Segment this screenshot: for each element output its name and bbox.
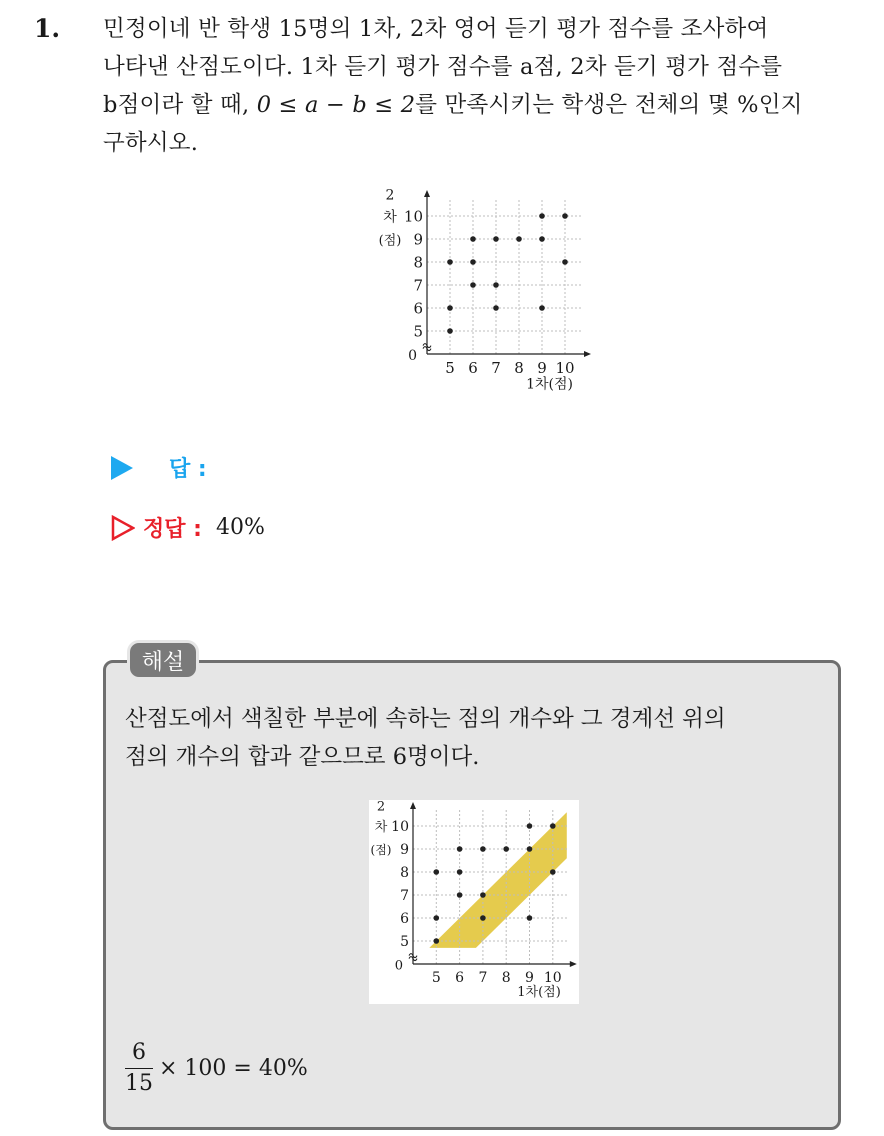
- y-axis-label-line: 차: [374, 819, 388, 835]
- data-point: [550, 869, 556, 875]
- question-text: [103, 10, 863, 162]
- question-line-3-pre: b점이라 할 때,: [103, 92, 257, 118]
- data-point: [470, 259, 476, 265]
- solution-line-2: 점의 개수의 합과 같으므로 6명이다.: [125, 744, 480, 770]
- question-line-3-post: 를 만족시키는 학생은 전체의 몇 %인지: [415, 92, 803, 118]
- correct-answer-value: 40%: [215, 515, 265, 540]
- data-point: [447, 259, 453, 265]
- y-axis-label-line: 차: [383, 209, 397, 226]
- x-tick-label: 6: [468, 359, 478, 377]
- y-tick-label: 6: [413, 299, 423, 318]
- x-axis-label: 1차(점): [517, 985, 561, 1001]
- x-tick-label: 7: [491, 359, 501, 377]
- x-tick-label: 7: [478, 970, 488, 986]
- solution-line-1: 산점도에서 색칠한 부분에 속하는 점의 개수와 그 경계선 위의: [125, 706, 726, 732]
- answer-prompt-label: 답 :: [169, 457, 207, 482]
- equation-rest: × 100 = 40%: [159, 1056, 308, 1081]
- x-tick-label: 9: [525, 970, 534, 986]
- y-tick-label: 7: [413, 276, 423, 295]
- fraction: [125, 1038, 153, 1099]
- x-tick-label: 5: [445, 359, 455, 377]
- question-scatter-plot: [358, 188, 598, 403]
- data-point: [550, 823, 556, 829]
- y-axis-arrow: [410, 802, 416, 809]
- data-point: [434, 915, 440, 921]
- fraction-numerator: 6: [125, 1038, 153, 1069]
- x-tick-label: 5: [431, 970, 441, 986]
- solution-tag: 해설: [127, 640, 199, 680]
- correct-answer-row: [111, 512, 265, 543]
- data-point: [457, 869, 463, 875]
- question-line-1: 민정이네 반 학생 15명의 1차, 2차 영어 듣기 평가 점수를 조사하여: [103, 16, 769, 42]
- data-point: [493, 282, 499, 288]
- data-point: [516, 236, 522, 242]
- data-point: [527, 823, 533, 829]
- data-point: [470, 282, 476, 288]
- y-tick-label: 6: [400, 910, 409, 927]
- data-point: [434, 938, 440, 944]
- shaded-band: [429, 812, 566, 948]
- x-tick-label: 10: [555, 359, 575, 377]
- x-axis-arrow: [570, 961, 577, 967]
- y-tick-label: 5: [413, 322, 423, 341]
- x-axis-arrow: [584, 351, 591, 357]
- data-point: [562, 213, 568, 219]
- x-tick-label: 8: [514, 359, 524, 377]
- question-inequality: 0 ≤ a − b ≤ 2: [256, 92, 416, 118]
- origin-label: 0: [394, 958, 403, 974]
- question-line-2: 나타낸 산점도이다. 1차 듣기 평가 점수를 a점, 2차 듣기 평가 점수를: [103, 54, 783, 80]
- y-tick-label: 10: [403, 207, 423, 226]
- x-axis-label: 1차(점): [526, 376, 573, 393]
- data-point: [480, 846, 486, 852]
- play-arrow-outline-icon: [111, 515, 135, 541]
- correct-answer-label: 정답 :: [143, 517, 202, 542]
- y-tick-label: 7: [400, 887, 409, 904]
- data-point: [539, 213, 545, 219]
- data-point: [447, 328, 453, 334]
- y-tick-label: 8: [400, 864, 409, 881]
- question-number: 1.: [34, 14, 61, 43]
- data-point: [457, 892, 463, 898]
- solution-scatter-plot: [369, 800, 579, 1004]
- data-point: [493, 236, 499, 242]
- y-axis-label-line: (점): [378, 233, 402, 249]
- data-point: [457, 846, 463, 852]
- data-point: [527, 846, 533, 852]
- answer-prompt-row: [111, 452, 207, 483]
- data-point: [539, 236, 545, 242]
- fraction-denominator: 15: [125, 1071, 153, 1096]
- data-point: [447, 305, 453, 311]
- solution-plot-panel: [369, 800, 579, 1004]
- solution-equation: [125, 1038, 308, 1099]
- y-axis-label-line: (점): [370, 842, 392, 857]
- data-point: [480, 915, 486, 921]
- x-tick-label: 6: [455, 970, 465, 986]
- y-axis-arrow: [424, 190, 430, 197]
- data-point: [503, 846, 509, 852]
- data-point: [527, 915, 533, 921]
- solution-text: [125, 700, 835, 776]
- origin-label: 0: [408, 348, 417, 364]
- data-point: [562, 259, 568, 265]
- y-tick-label: 9: [413, 230, 423, 249]
- y-axis-label-line: 2: [376, 800, 386, 815]
- data-point: [480, 892, 486, 898]
- data-point: [539, 305, 545, 311]
- question-line-3: [103, 86, 863, 124]
- question-line-4: 구하시오.: [103, 130, 199, 156]
- y-tick-label: 10: [391, 818, 409, 835]
- play-arrow-icon: [111, 456, 133, 480]
- x-tick-label: 8: [501, 970, 511, 986]
- y-axis-label-line: 2: [385, 188, 395, 204]
- y-tick-label: 8: [413, 253, 423, 272]
- x-tick-label: 10: [543, 970, 562, 986]
- data-point: [434, 869, 440, 875]
- data-point: [493, 305, 499, 311]
- x-tick-label: 9: [537, 359, 547, 377]
- y-tick-label: 9: [400, 841, 409, 858]
- y-tick-label: 5: [400, 933, 409, 950]
- data-point: [470, 236, 476, 242]
